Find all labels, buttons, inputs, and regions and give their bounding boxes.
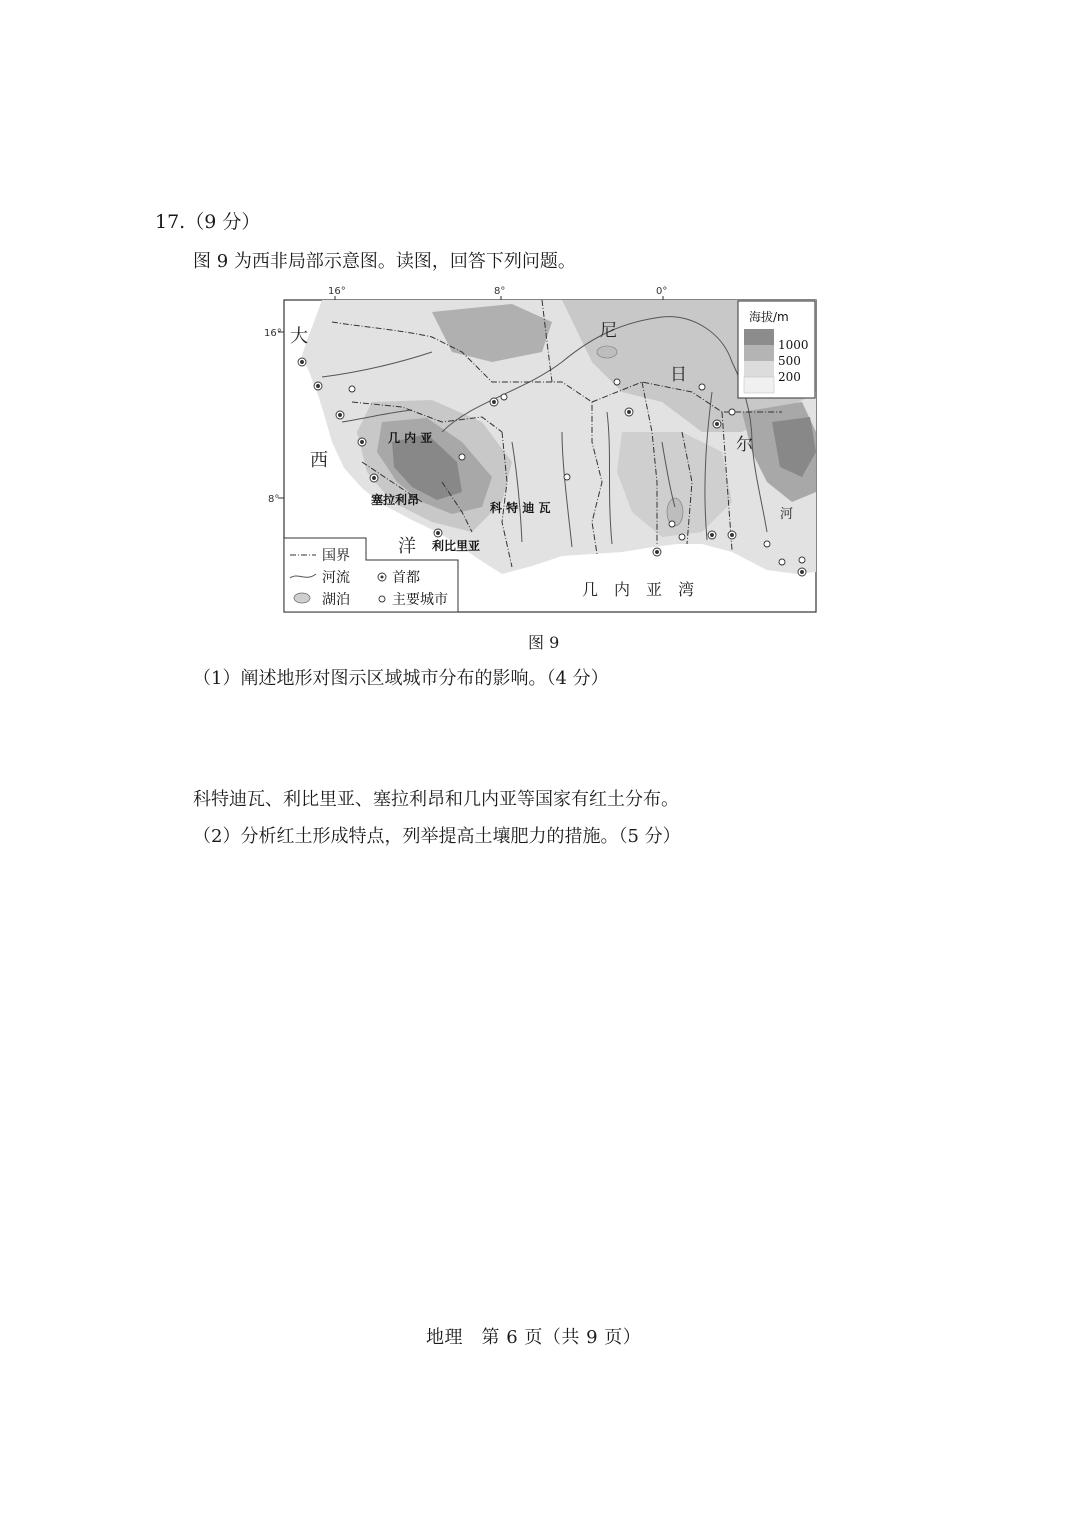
gulf-label: 几 内 亚 湾 <box>582 580 695 599</box>
lon-label-16: 16° <box>328 286 346 297</box>
lake-symbol <box>294 593 310 603</box>
sub-question-2: （2）分析红土形成特点，列举提高土壤肥力的措施。（5 分） <box>193 826 681 847</box>
soil-statement: 科特迪瓦、利比里亚、塞拉利昂和几内亚等国家有红土分布。 <box>193 789 679 810</box>
country-cote-divoire: 科 特 迪 瓦 <box>490 501 551 515</box>
west-africa-map <box>262 282 822 614</box>
legend-border-label: 国界 <box>322 548 350 564</box>
legend-city-label: 主要城市 <box>392 592 448 608</box>
country-sierra-leone: 塞拉利昂 <box>371 493 420 507</box>
legend-level-200: 200 <box>778 370 801 384</box>
river-char-er: 尔 <box>736 435 753 455</box>
river-char-ni: 尼 <box>600 321 617 341</box>
ocean-char-xi: 西 <box>310 450 328 471</box>
ocean-char-da: 大 <box>290 326 308 347</box>
question-number: 17.（9 分） <box>155 211 261 233</box>
page-footer: 地理 第 6 页（共 9 页） <box>426 1327 642 1348</box>
lat-label-8: 8° <box>268 494 280 505</box>
elevation-legend <box>738 301 815 398</box>
legend-capital-label: 首都 <box>392 570 420 586</box>
river-char-ri: 日 <box>670 365 687 385</box>
lon-label-0: 0° <box>656 286 668 297</box>
legend-swatch-over-1000 <box>744 329 774 345</box>
elevation-legend-title: 海拔/m <box>749 310 789 324</box>
legend-level-1000: 1000 <box>778 338 809 352</box>
question-intro: 图 9 为西非局部示意图。读图，回答下列问题。 <box>193 251 576 272</box>
legend-swatch-under-200 <box>744 377 774 393</box>
river-char-he: 河 <box>780 507 794 522</box>
legend-river-label: 河流 <box>322 570 350 586</box>
figure-caption: 图 9 <box>528 633 560 652</box>
city-symbol <box>379 596 385 602</box>
lon-label-8: 8° <box>494 286 506 297</box>
lat-label-16: 16° <box>264 328 282 339</box>
sub-question-1: （1）阐述地形对图示区域城市分布的影响。（4 分） <box>193 668 609 689</box>
legend-swatch-500-1000 <box>744 345 774 361</box>
legend-level-500: 500 <box>778 354 801 368</box>
lake-2 <box>597 346 617 358</box>
ocean-char-yang: 洋 <box>398 536 416 557</box>
legend-swatch-200-500 <box>744 361 774 377</box>
legend-lake-label: 湖泊 <box>322 592 350 608</box>
country-liberia: 利比里亚 <box>432 539 481 553</box>
country-guinea: 几 内 亚 <box>388 431 433 445</box>
